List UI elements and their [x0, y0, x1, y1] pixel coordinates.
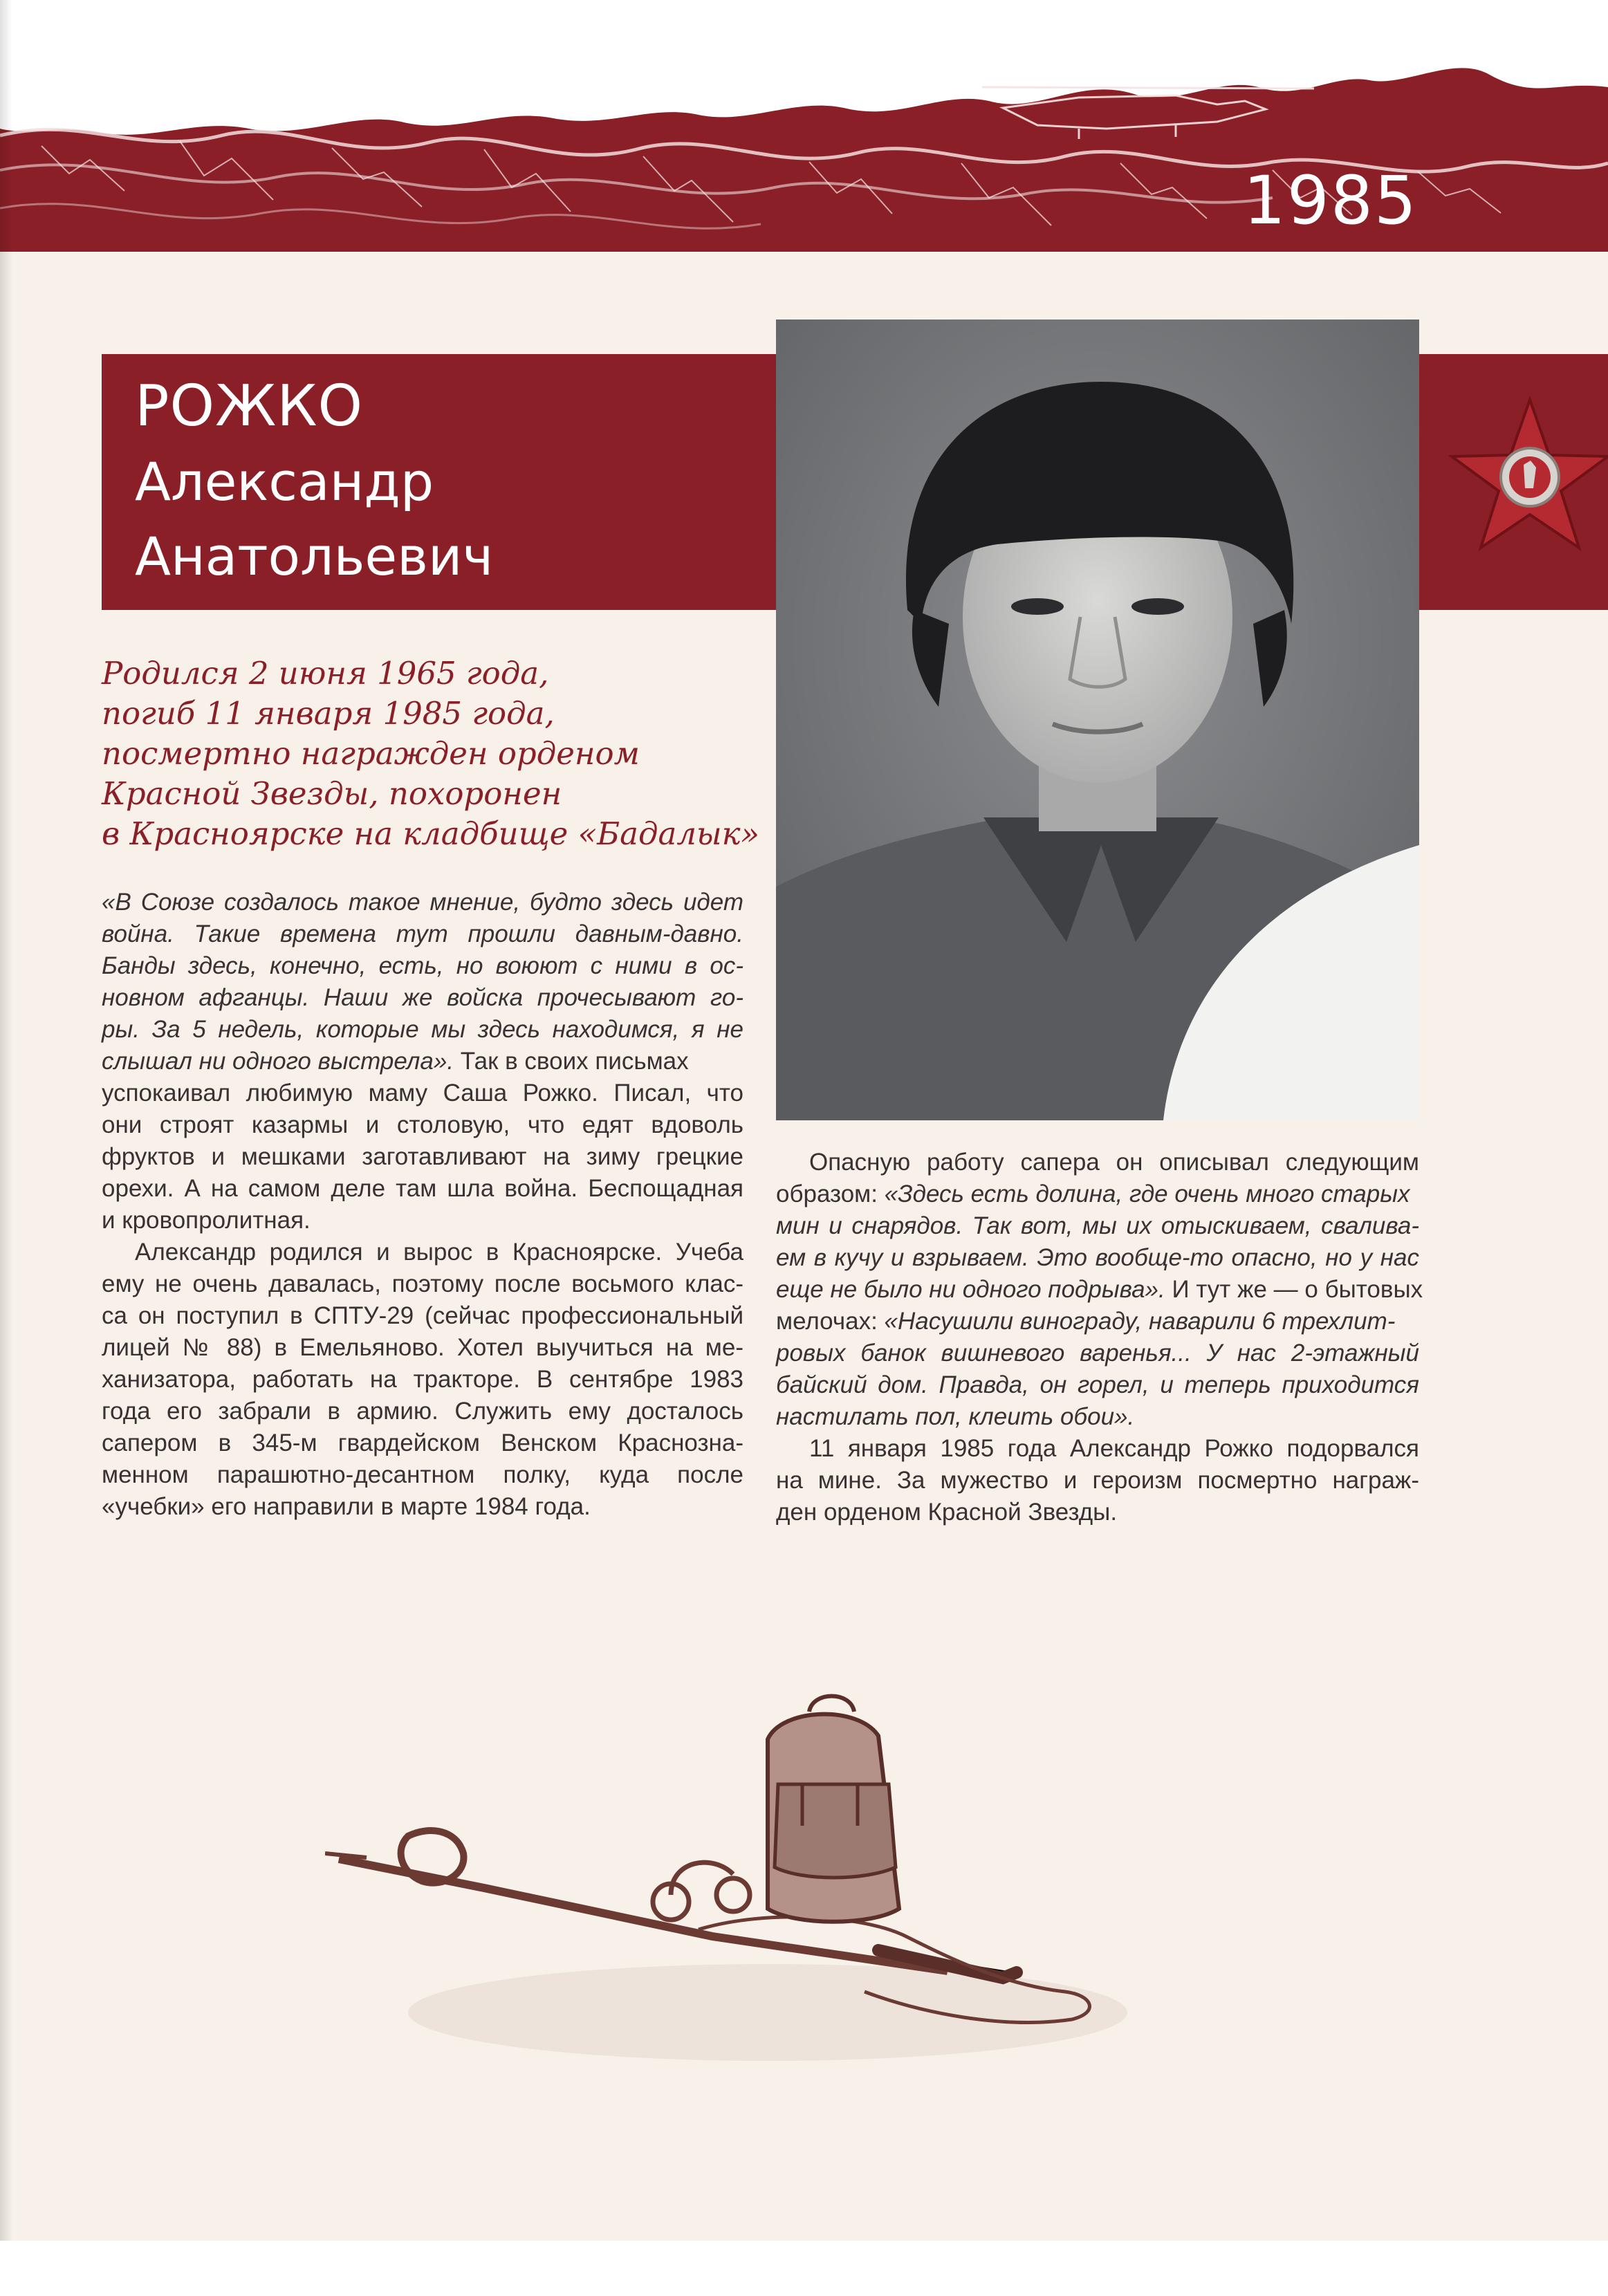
page-bottom-margin	[0, 2241, 1608, 2296]
text-line: Банды здесь, конечно, есть, но воюют с ними в ос-	[102, 952, 743, 979]
mine-detector-and-backpack-icon	[325, 1687, 1176, 2082]
text-line: ры. За 5 недель, которые мы здесь находимся, я не	[102, 1016, 743, 1043]
page-top-margin	[0, 0, 1608, 59]
text-line: мин и снарядов. Так вот, мы их отыскиваем, свалива-	[776, 1212, 1419, 1239]
text-line: ровых банок вишневого варенья... У нас 2-этажный	[776, 1340, 1419, 1367]
text-line: ем в кучу и взрываем. Это вообще-то опасно, но у нас	[776, 1244, 1419, 1271]
surname: РОЖКО	[135, 373, 364, 439]
text-line: орехи. А на самом деле там шла война. Беспощадная	[102, 1175, 743, 1202]
lead-line: в Красноярске на кладбище «Бадалык»	[102, 815, 760, 852]
text-line: они строят казармы и столовую, что едят вдоволь	[102, 1111, 743, 1138]
body-text-left-column	[102, 887, 743, 1523]
lead-line: Красной Звезды, похоронен	[102, 775, 562, 812]
text-line: ему не очень давалась, поэтому после восьмого клас-	[102, 1270, 743, 1297]
headphones	[653, 1862, 750, 1920]
text-line: са он поступил в СПТУ-29 (сейчас профессиональный	[102, 1302, 743, 1329]
text-line: и кровопролитная.	[102, 1207, 311, 1234]
text-line	[102, 1046, 743, 1077]
text-span: «Насушили винограду, наварили 6 трехлит-	[884, 1308, 1396, 1335]
patronymic: Анатольевич	[135, 526, 494, 587]
lead-line: Родился 2 июня 1965 года,	[102, 655, 549, 692]
text-line: «учебки» его направили в марте 1984 года.	[102, 1493, 591, 1520]
text-line: Александр родился и вырос в Красноярске. Учеба	[135, 1239, 743, 1266]
text-line: война. Такие времена тут прошли давным-давно.	[102, 920, 743, 947]
header-mountain-banner	[0, 59, 1608, 252]
text-span: еще не было ни одного подрыва».	[776, 1276, 1165, 1303]
text-span: Так в своих письмах	[454, 1048, 689, 1075]
backpack	[768, 1696, 899, 1922]
lead-line: погиб 11 января 1985 года,	[102, 695, 555, 732]
text-line: сапером в 345-м гвардейском Венском Краснозна-	[102, 1429, 743, 1456]
text-line: новном афганцы. Наши же войска прочесывают го-	[102, 984, 743, 1011]
name-banner	[102, 354, 776, 610]
text-line	[776, 1274, 1423, 1306]
text-line: 11 января 1985 года Александр Рожко подорвался	[809, 1435, 1419, 1462]
portrait-photo	[776, 320, 1419, 1120]
text-line: ден орденом Красной Звезды.	[776, 1499, 1118, 1526]
lead-line: посмертно награжден орденом	[102, 735, 640, 772]
text-line: фруктов и мешками заготавливают на зиму грецкие	[102, 1143, 743, 1170]
text-line: на мине. За мужество и героизм посмертно награж-	[776, 1467, 1419, 1494]
given-name: Александр	[135, 451, 434, 512]
text-line	[776, 1306, 1419, 1337]
text-line: байский дом. Правда, он горел, и теперь приходится	[776, 1371, 1419, 1398]
text-line: успокаивал любимую маму Саша Рожко. Писал, что	[102, 1080, 743, 1107]
text-line: ханизатора, работать на тракторе. В сентябре 1983	[102, 1366, 743, 1393]
text-span: слышал ни одного выстрела».	[102, 1048, 454, 1075]
text-line: Опасную работу сапера он описывал следующим	[809, 1149, 1419, 1176]
page-gutter-shadow	[0, 0, 12, 2296]
year-label: 1985	[1243, 162, 1418, 239]
text-line: настилать пол, клеить обои».	[776, 1403, 1135, 1430]
text-span: И тут же — о бытовых	[1165, 1276, 1423, 1303]
biography-lead	[102, 654, 760, 854]
order-of-red-star-icon	[1449, 394, 1608, 564]
text-line: лицей № 88) в Емельяново. Хотел выучиться на ме-	[102, 1334, 743, 1361]
text-line: менном парашютно-десантном полку, куда после	[102, 1461, 743, 1488]
body-text-right-column	[776, 1147, 1423, 1528]
text-line	[776, 1178, 1419, 1210]
text-line: года его забрали в армию. Служить ему досталось	[102, 1398, 743, 1425]
text-line: «В Союзе создалось такое мнение, будто здесь идет	[102, 889, 743, 916]
text-span: образом:	[776, 1181, 885, 1207]
text-span: мелочах:	[776, 1308, 885, 1335]
text-span: «Здесь есть долина, где очень много старых	[884, 1181, 1410, 1207]
